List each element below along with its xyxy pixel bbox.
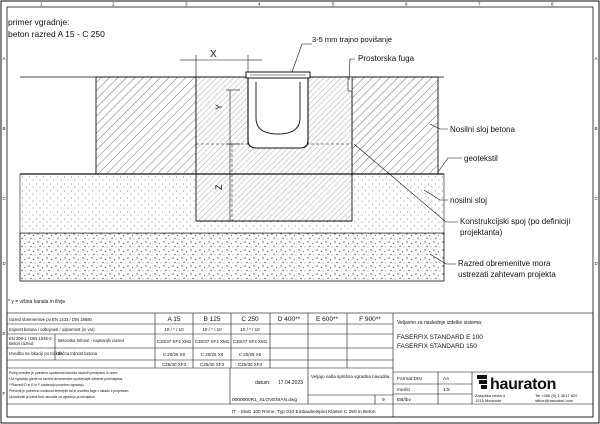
annotation-geotekstil: geotekstil — [464, 154, 498, 163]
row3-label-a: EN 206-1 / DIN 1045-2 — [9, 336, 52, 341]
note-5: Upoštevati je treba tudi navodila za vgradnjo proizvajalca. — [9, 395, 96, 399]
spec-table-grid — [7, 313, 593, 417]
row3-value-c: C30/37 XF4 XM1 — [232, 339, 268, 344]
annotation-konstrukcijski-2: projektanta) — [460, 228, 503, 237]
frame-mark-side-a-right: A — [594, 56, 598, 61]
frame-mark-top-6: 6 — [405, 1, 408, 7]
frame-mark-side-d: D — [2, 261, 6, 266]
frame-mark-side-c-right: C — [594, 196, 598, 201]
cross-section — [20, 72, 444, 281]
product-item-1: FASERFIX STANDARD E 100 — [397, 334, 483, 341]
format-label: Format DIN — [397, 377, 422, 382]
dimension-x-label: X — [210, 49, 217, 60]
note-1: Poleg izvedbe je potrebno upoštevati določila lokalnih predpisov in norm. — [9, 371, 119, 375]
drawing-title: IT - StaG 100 Rinne, Typ 010 Einbaubeispiel Klasse C 250 in Beton — [232, 410, 376, 415]
unit-label: EB/ibv — [397, 398, 411, 403]
row3-value-a: C30/37 XF4 XM1 — [156, 339, 192, 344]
frame-mark-top-5: 5 — [332, 1, 335, 7]
scale-value: 1:5 — [443, 388, 450, 393]
expansion-joint — [348, 77, 352, 91]
drainage-channel-body — [248, 77, 308, 148]
row2-value-b: 10 / * / 10 — [202, 327, 222, 332]
hauraton-logo — [477, 375, 556, 393]
product-item-2: FASERFIX STANDARD 150 — [397, 343, 477, 350]
frame-mark-side-a: A — [2, 56, 6, 61]
subbase-gravel — [20, 233, 444, 281]
row5-value-a: C25/30 XF3 — [161, 362, 187, 367]
annotation-nosilni-sloj: nosilni sloj — [450, 196, 487, 205]
row1-label: razred obremenitve po EN 1433 / DIN 19580 — [9, 317, 92, 322]
row4-sub: tlačna trdnost betona — [58, 351, 98, 356]
class-a15: A 15 — [167, 316, 181, 323]
row4-value-a: C 20/25 X0 — [162, 352, 186, 357]
row4-label-a: Izvedba na lokaciji po točkah — [9, 351, 63, 356]
annotation-razred-1: Razred obremenitve mora — [458, 259, 551, 268]
format-value: A4 — [443, 377, 449, 382]
frame-mark-top-4: 4 — [258, 1, 261, 7]
annotation-nosilni-beton: Nosilni sloj betona — [450, 125, 515, 134]
class-b125: B 125 — [203, 316, 221, 323]
row2-value-c: 10 / * / 10 — [240, 327, 260, 332]
frame-mark-top-7: 7 — [478, 1, 481, 7]
validity-note: Veljajo naša splošna vgradna navodila. — [311, 374, 391, 379]
product-intro: Veljavno za naslednje izdelke sistema: — [397, 320, 483, 326]
frame-mark-side-d-right: D — [594, 261, 598, 266]
dimension-z-label: Z — [214, 184, 224, 190]
row5-value-c: C25/30 XF3 — [237, 362, 263, 367]
address-line-2: 1215 Medvode — [475, 398, 502, 403]
row3-value-b: C30/37 XF4 XM1 — [194, 339, 230, 344]
row5-value-b: C25/30 XF3 — [199, 362, 225, 367]
note-2: *Za vgradnjo glede na razred obremenitve upoštevajte zahteve proizvajalca. — [9, 377, 124, 381]
frame-mark-top-8: 8 — [551, 1, 554, 7]
phone-number: Tel +386 (0) 1 3617 820 — [535, 393, 578, 398]
row4-value-c: C 20/25 X0 — [238, 352, 262, 357]
drawing-number: 0000000R1_SLOVENIAN.dwg — [232, 398, 298, 403]
annotation-razred-2: ustrezati zahtevam projekta — [458, 270, 556, 279]
annotation-trajno: 3-5 mm trajno povišanje — [312, 35, 393, 44]
frame-mark-side-b-right: B — [594, 126, 598, 131]
frame-mark-side-f: F — [2, 391, 6, 396]
footnote: * y = višina kanala in ilivja — [8, 299, 65, 305]
note-4: Preveriti je potrebno nosilnost temeljnih tal in izvedbo fuge v skladu s projektom. — [9, 389, 130, 393]
class-f900: F 900** — [359, 316, 381, 323]
frame-mark-side-e: E — [2, 331, 6, 336]
logo-wordmark: hauraton — [490, 376, 557, 393]
note-3: **Razredi D in E in F zahtevajo posebno vgradnjo. — [9, 383, 85, 387]
class-e600: E 600** — [315, 316, 339, 323]
scale-label: merilo — [397, 388, 411, 393]
sheet-number: 9 — [382, 398, 385, 403]
top-concrete-left — [96, 77, 196, 174]
frame-mark-side-c: C — [2, 196, 6, 201]
class-d400: D 400** — [277, 316, 301, 323]
frame-mark-top-3: 3 — [185, 1, 188, 7]
frame-mark-top-1: 1 — [40, 1, 43, 7]
class-c250: C 250 — [241, 316, 259, 323]
email-address: office@hauraton.com — [535, 398, 574, 403]
row3-sub: Betonska trdnost - najmanjši razred — [58, 338, 124, 343]
address-line-1: Zasipška cesta 4 — [475, 393, 506, 398]
row2-value-a: 10 / * / 10 — [164, 327, 184, 332]
annotation-fuga: Prostorska fuga — [358, 54, 415, 63]
annotation-konstrukcijski-1: Konstrukcijski spoj (po definiciji — [460, 217, 571, 226]
row4-value-b: C 20/25 X0 — [200, 352, 224, 357]
header-line-1: primer vgradnje: — [8, 17, 70, 27]
date-value: 17.04.2023 — [278, 380, 304, 386]
top-concrete-right — [352, 77, 438, 174]
header-line-2: beton razred A 15 - C 250 — [8, 29, 105, 39]
frame-mark-side-b: B — [2, 126, 6, 131]
date-label: datum: — [255, 380, 271, 386]
row2-label: trajnost betona / odbojnost / odpornost (in var) — [9, 327, 95, 332]
frame-mark-top-2: 2 — [112, 1, 115, 7]
dimension-y-label: Y — [214, 103, 224, 110]
row3-label-b: Beton razred — [9, 341, 33, 346]
